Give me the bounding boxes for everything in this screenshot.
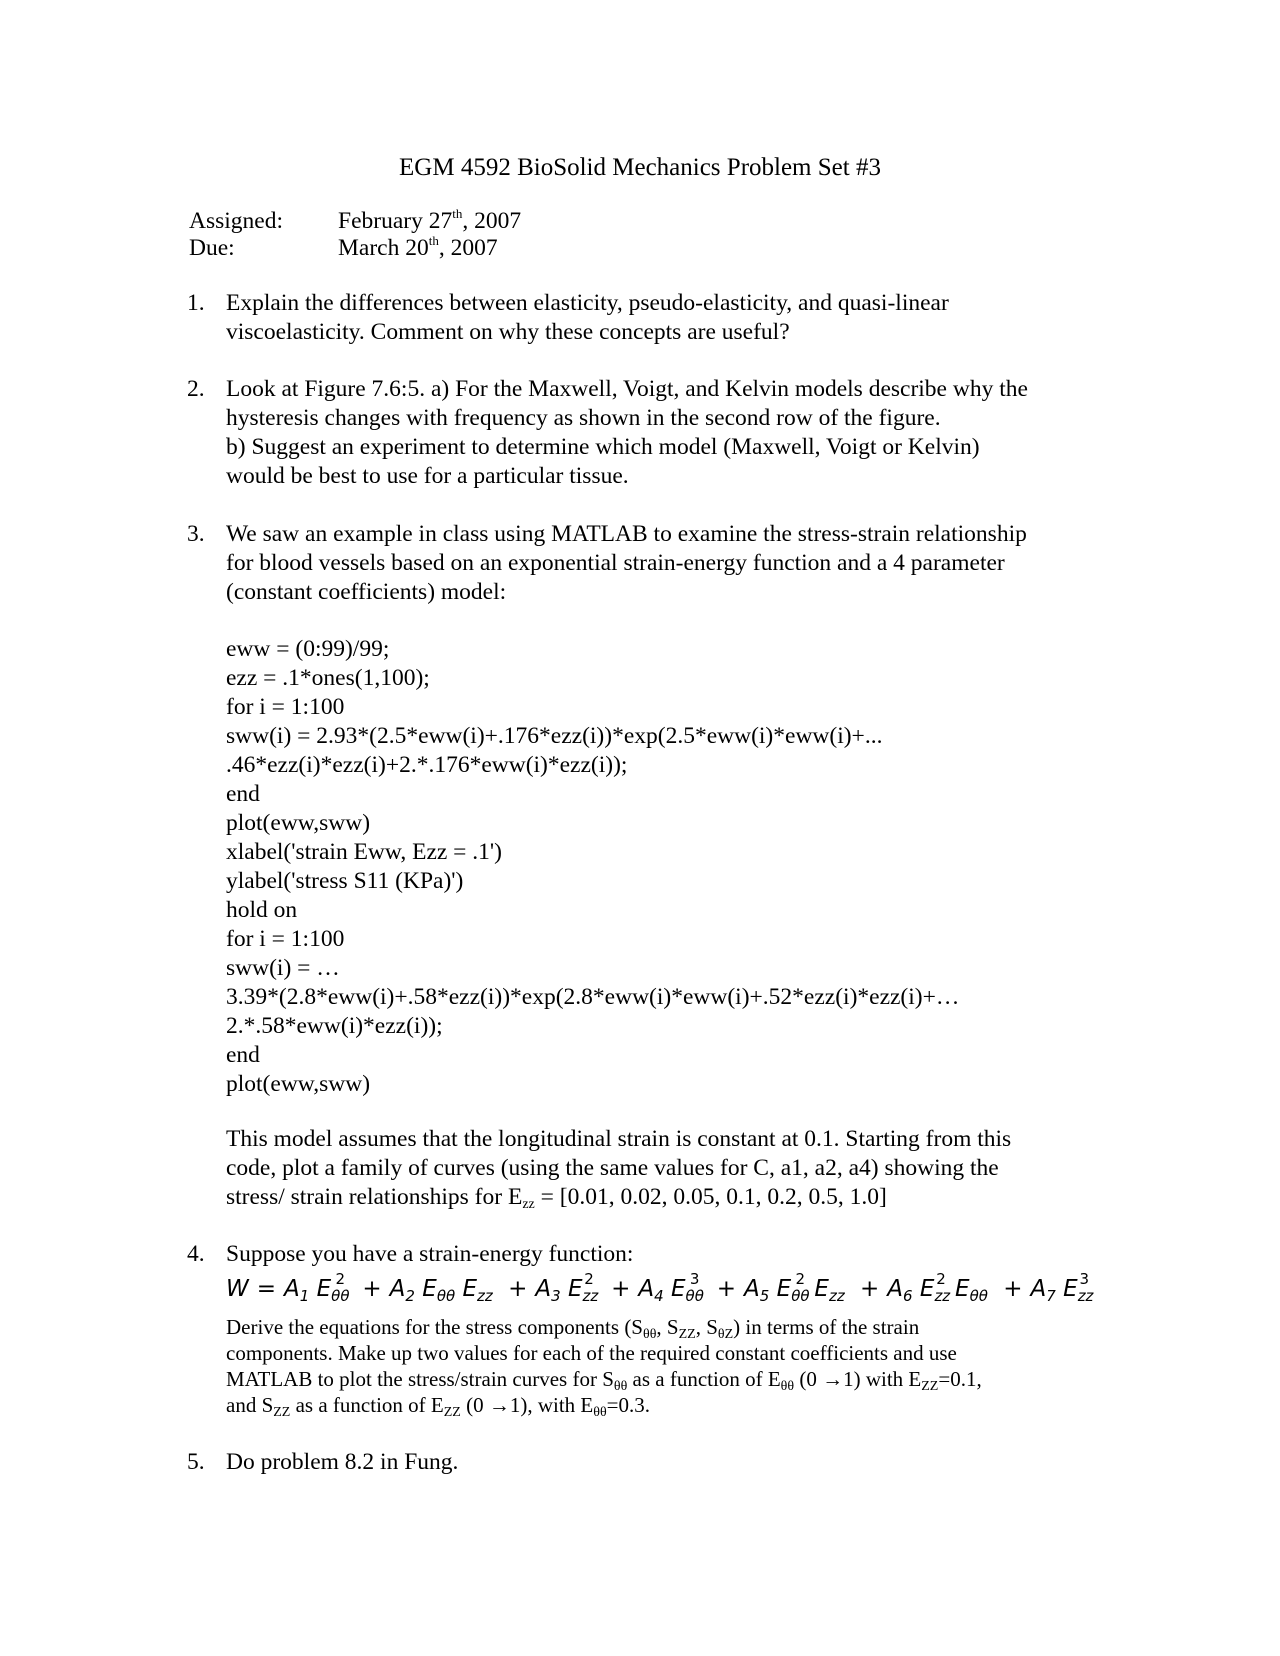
problem-3-followup: This model assumes that the longitudinal strain is constant at 0.1. Starting from this code, plot a family of curves (using the same values for C, a1, a2, a4) showing the stress/ strain relationships for $E_{zz} = [0.01$, 0.02, 0.05, 0.1, 0.2, 0.5, 1.0] <box>226 1126 1012 1212</box>
due-date: March 20th, 2007 <box>338 233 498 261</box>
problem-1-number: 1. <box>187 290 205 316</box>
problem-5-number: 5. <box>187 1449 205 1475</box>
due-label: Due: <box>189 235 235 261</box>
page-title: EGM 4592 BioSolid Mechanics Problem Set #3 <box>399 154 881 181</box>
assigned-date: February 27th, 2007 <box>338 206 522 234</box>
matlab-code-block: eww = (0:99)/99; ezz = .1*ones(1,100); for i = 1:100 sww(i) = 2.93*(2.5*eww(i)+.176*ezz(i))*exp(2.5*eww(i)*eww(i)+... .46*ezz(i)*ezz(i)+2.*.176*eww(i)*ezz(i)); end plot(eww,sww) xlabel('strain Eww, Ezz = .1') ylabel('stress S11 (KPa)') hold on for i = 1:100 sww(i) = … 3.39*(2.8*eww(i)+.58*ezz(i))*exp(2.8*eww(i)*eww(i)+.52*ezz(i)*ezz(i)+… 2.*.58*eww(i)*ezz(i)); end plot(eww,sww) <box>226 636 960 1097</box>
problem-5-text: Do problem 8.2 in Fung. <box>226 1449 459 1475</box>
strain-energy-equation: $W = A_1$ $E_{\theta\theta}^2 + A_2$ $E_{\theta\theta}$ $E_{zz} + A_3$ $E_{zz}^2 + A_4$ $E_{\theta\theta}^3 + A_5$ $E_{\theta\theta}^2$ $E_{zz} + A_6$ $E_{zz}^2$ $E_{\theta\theta} + A_7$ $E_{zz}^3$ <box>226 1270 1094 1305</box>
problem-3-number: 3. <box>187 521 205 547</box>
problem-1-text: Explain the differences between elasticity, pseudo-elasticity, and quasi-linear viscoelasticity. Comment on why these concepts are useful? <box>226 290 949 345</box>
problem-2-number: 2. <box>187 376 205 402</box>
problem-2-text: Look at Figure 7.6:5. a) For the Maxwell, Voigt, and Kelvin models describe why the hysteresis changes with frequency as shown in the second row of the figure. b) Suggest an experiment to determine which model (Maxwell, Voigt or Kelvin) would be best to use for a particular tissue. <box>226 376 1028 489</box>
problem-3-text: We saw an example in class using MATLAB to examine the stress-strain relationship for blood vessels based on an exponential strain-energy function and a 4 parameter (constant coefficients) model: <box>226 521 1027 605</box>
assigned-label: Assigned: <box>189 208 283 234</box>
problem-4-text: Derive the equations for the stress components ($S_{\theta\theta}$, $S_{ZZ}$, $S_{\theta Z}$) in terms of the strain components. Make up two values for each of the required constant coefficients and use MATLAB to plot the stress/strain curves for $S_{\theta\theta}$ as a function of $E_{\theta\theta}$ (0 →1) with $E_{ZZ}=0.1$, and $S_{ZZ}$ as a function of $E_{ZZ}$ (0 →1), with $E_{\theta\theta}=0.3$. <box>226 1315 982 1420</box>
problem-4-number: 4. <box>187 1241 205 1267</box>
problem-4-intro: Suppose you have a strain-energy function: <box>226 1241 634 1267</box>
